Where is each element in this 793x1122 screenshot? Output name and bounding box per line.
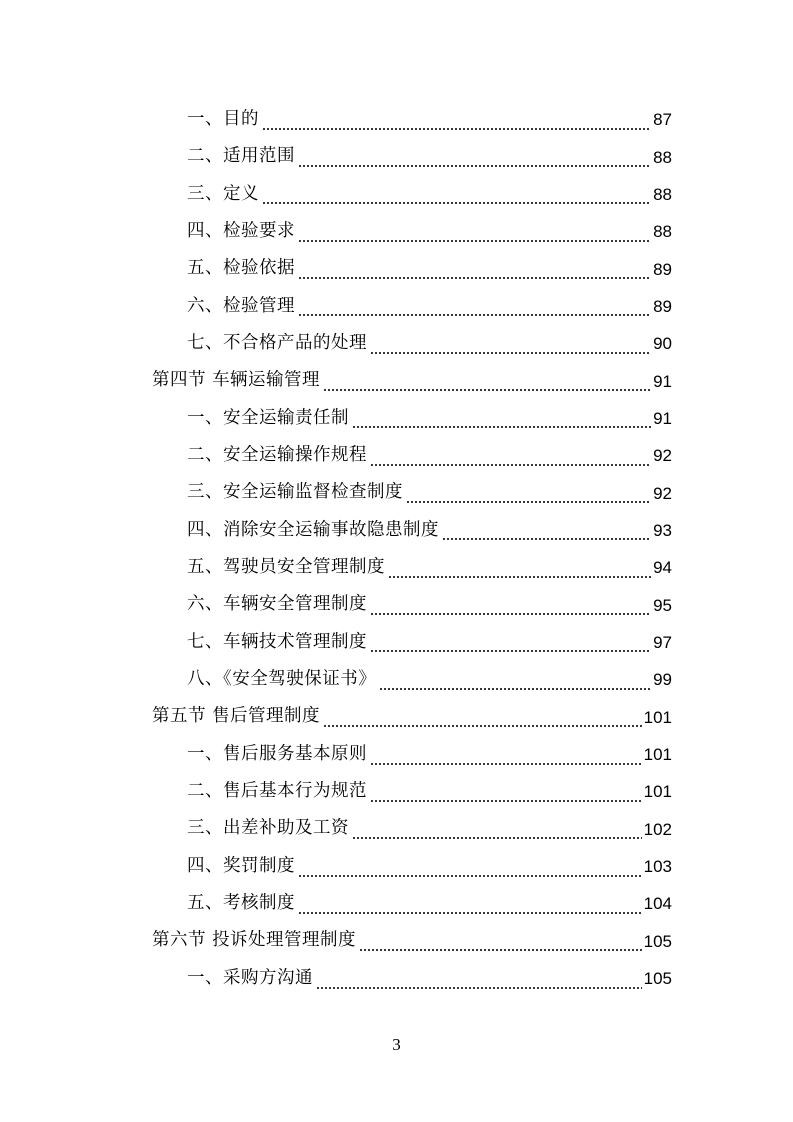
toc-dot-leader <box>352 822 642 840</box>
toc-entry-title: 五、检验依据 <box>187 258 295 279</box>
toc-entry-title: 一、安全运输责任制 <box>187 407 349 428</box>
toc-entry[interactable] <box>0 885 672 922</box>
toc-entry[interactable] <box>0 586 672 623</box>
toc-entry-title: 第六节 投诉处理管理制度 <box>152 930 357 951</box>
toc-entry-page: 94 <box>653 558 672 578</box>
toc-section-entry[interactable] <box>0 699 672 736</box>
toc-dot-leader <box>323 710 642 728</box>
toc-entry-page: 102 <box>643 819 672 839</box>
toc-dot-leader <box>370 598 651 616</box>
toc-entry[interactable] <box>0 736 672 773</box>
toc-entry-title: 三、出差补助及工资 <box>187 818 349 839</box>
toc-entry[interactable] <box>0 437 672 474</box>
toc-entry-page: 90 <box>653 334 672 354</box>
toc-entry-page: 101 <box>643 707 672 727</box>
toc-dot-leader <box>316 972 642 990</box>
toc-dot-leader <box>379 673 651 691</box>
toc-dot-leader <box>370 337 651 355</box>
toc-entry[interactable] <box>0 848 672 885</box>
toc-entry-page: 92 <box>653 483 672 503</box>
toc-dot-leader <box>406 486 651 504</box>
toc-entry[interactable] <box>0 811 672 848</box>
toc-entry-page: 92 <box>653 446 672 466</box>
toc-entry-title: 三、定义 <box>187 183 259 204</box>
toc-dot-leader <box>370 748 642 766</box>
toc-entry-page: 101 <box>643 745 672 765</box>
toc-entry-page: 88 <box>653 222 672 242</box>
toc-entry-title: 一、采购方沟通 <box>187 967 313 988</box>
toc-entry-page: 105 <box>643 931 672 951</box>
toc-entry[interactable] <box>0 213 672 250</box>
toc-entry-title: 六、检验管理 <box>187 295 295 316</box>
toc-dot-leader <box>298 897 642 915</box>
toc-entry-page: 89 <box>653 259 672 279</box>
toc-entry[interactable] <box>0 138 672 175</box>
toc-entry-page: 88 <box>653 147 672 167</box>
toc-entry[interactable] <box>0 288 672 325</box>
toc-entry-title: 二、适用范围 <box>187 146 295 167</box>
toc-dot-leader <box>370 635 651 653</box>
toc-entry-title: 四、消除安全运输事故隐患制度 <box>187 519 439 540</box>
toc-dot-leader <box>352 411 651 429</box>
toc-dot-leader <box>388 561 651 579</box>
toc-entry-title: 第五节 售后管理制度 <box>152 706 321 727</box>
toc-dot-leader <box>298 262 651 280</box>
toc-entry-title: 二、售后基本行为规范 <box>187 781 367 802</box>
toc-entry-page: 105 <box>643 969 672 989</box>
toc-section-entry[interactable] <box>0 362 672 399</box>
toc-entry[interactable] <box>0 176 672 213</box>
toc-dot-leader <box>442 523 651 541</box>
toc-entry[interactable] <box>0 773 672 810</box>
toc-dot-leader <box>262 113 651 131</box>
toc-entry-title: 一、售后服务基本原则 <box>187 743 367 764</box>
toc-entry[interactable] <box>0 624 672 661</box>
toc-entry-page: 104 <box>643 894 672 914</box>
toc-entry-page: 87 <box>653 110 672 130</box>
toc-entry-title: 一、目的 <box>187 108 259 129</box>
toc-entry-page: 99 <box>653 670 672 690</box>
toc-entry[interactable] <box>0 512 672 549</box>
toc-dot-leader <box>370 785 642 803</box>
toc-section-entry[interactable] <box>0 923 672 960</box>
toc-entry-page: 97 <box>653 632 672 652</box>
page-number: 3 <box>392 1035 401 1054</box>
toc-entry-page: 89 <box>653 296 672 316</box>
toc-entry-page: 93 <box>653 520 672 540</box>
toc-entry[interactable] <box>0 960 672 997</box>
toc-entry-title: 五、考核制度 <box>187 893 295 914</box>
toc-entry-title: 六、车辆安全管理制度 <box>187 594 367 615</box>
toc-entry-title: 四、奖罚制度 <box>187 855 295 876</box>
toc-dot-leader <box>359 934 642 952</box>
toc-dot-leader <box>298 150 651 168</box>
toc-entry[interactable] <box>0 101 672 138</box>
toc-entry-title: 三、安全运输监督检查制度 <box>187 482 403 503</box>
toc-entry-title: 二、安全运输操作规程 <box>187 445 367 466</box>
toc-entry-page: 91 <box>653 408 672 428</box>
toc-entry-page: 95 <box>653 595 672 615</box>
toc-entry[interactable] <box>0 474 672 511</box>
toc-entry-title: 第四节 车辆运输管理 <box>152 370 321 391</box>
toc-entry-title: 四、检验要求 <box>187 220 295 241</box>
toc-entry[interactable] <box>0 325 672 362</box>
toc-entry-title: 八、《安全驾驶保证书》 <box>187 669 377 690</box>
toc-dot-leader <box>298 225 651 243</box>
toc-entry-title: 五、驾驶员安全管理制度 <box>187 557 385 578</box>
toc-dot-leader <box>298 860 642 878</box>
toc-entry[interactable] <box>0 661 672 698</box>
toc-entry-page: 91 <box>653 371 672 391</box>
toc-entry-title: 七、车辆技术管理制度 <box>187 631 367 652</box>
toc-entry[interactable] <box>0 250 672 287</box>
toc-entry-page: 101 <box>643 782 672 802</box>
toc-dot-leader <box>298 299 651 317</box>
toc-entry-page: 88 <box>653 184 672 204</box>
toc-entry[interactable] <box>0 400 672 437</box>
toc-entry-page: 103 <box>643 857 672 877</box>
toc-dot-leader <box>262 187 651 205</box>
toc-entry-title: 七、不合格产品的处理 <box>187 332 367 353</box>
toc-dot-leader <box>323 374 651 392</box>
toc-entry[interactable] <box>0 549 672 586</box>
toc-dot-leader <box>370 449 651 467</box>
table-of-contents <box>0 101 793 997</box>
